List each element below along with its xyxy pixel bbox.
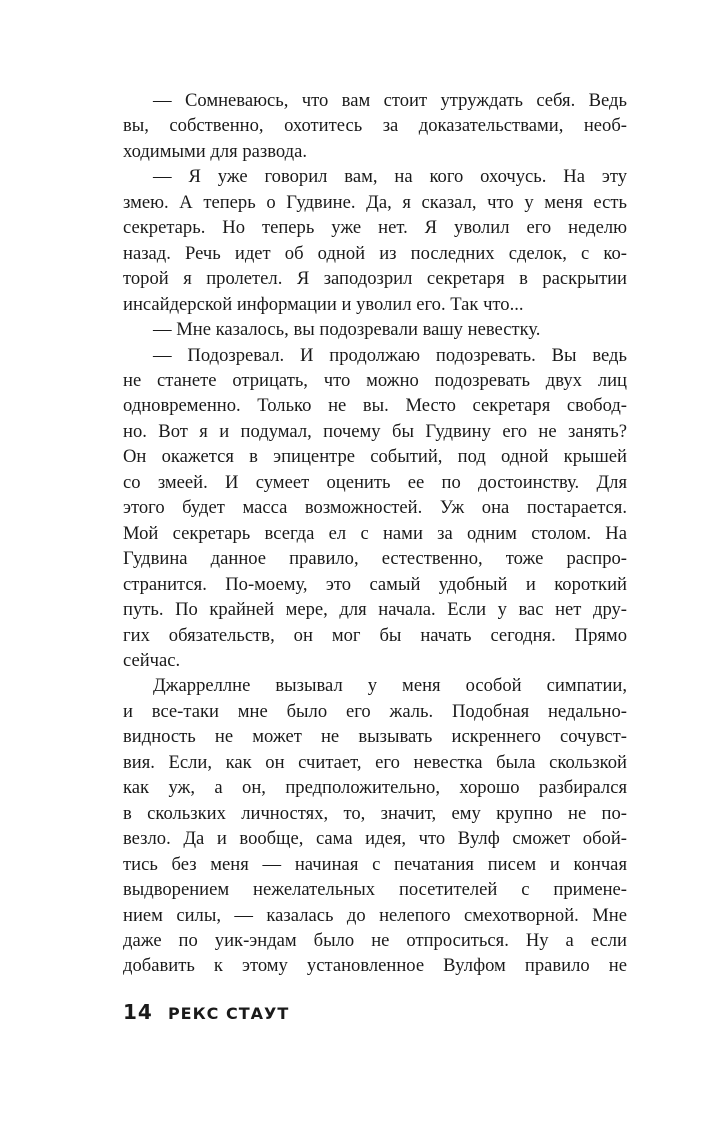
text-line: как уж, а он, предположительно, хорошо разбирался	[123, 777, 627, 799]
text-line: странится. По-моему, это самый удобный и короткий	[123, 573, 627, 595]
text-line: сейчас.	[123, 649, 181, 671]
text-line: добавить к этому установленное Вулфом правило не	[123, 955, 627, 977]
text-line: Мой секретарь всегда ел с нами за одним столом. На	[123, 522, 627, 544]
text-line: в скользких личностях, то, значит, ему крупно не по-	[123, 802, 627, 824]
text-line: инсайдерской информации и уволил его. Так что...	[123, 293, 524, 315]
page-footer	[123, 1000, 289, 1024]
text-line: видность не может не вызывать искреннего сочувст-	[123, 726, 627, 748]
text-line: и все-таки мне было его жаль. Подобная недально-	[123, 700, 627, 722]
text-line: торой я пролетел. Я заподозрил секретаря в раскрытии	[123, 268, 627, 290]
text-line: вы, собственно, охотитесь за доказательствами, необ-	[123, 115, 627, 137]
text-line: нием силы, — казалась до нелепого смехотворной. Мне	[123, 904, 627, 926]
text-line: — Мне казалось, вы подозревали вашу невестку.	[153, 319, 541, 341]
text-line: Джарреллне вызывал у меня особой симпатии,	[153, 675, 627, 697]
text-line: ходимыми для развода.	[123, 140, 307, 162]
text-line: — Сомневаюсь, что вам стоит утруждать себя. Ведь	[153, 90, 627, 111]
text-line: этого будет масса возможностей. Уж она постарается.	[123, 497, 627, 519]
text-line: Он окажется в эпицентре событий, под одной крышей	[123, 446, 627, 468]
text-line: — Подозревал. И продолжаю подозревать. Вы ведь	[153, 344, 627, 366]
text-line: тись без меня — начиная с печатания писем и кончая	[123, 853, 627, 875]
text-line: Гудвина данное правило, естественно, тоже распро-	[123, 548, 627, 570]
text-line: везло. Да и вообще, сама идея, что Вулф сможет обой-	[123, 828, 627, 850]
text-line: но. Вот я и подумал, почему бы Гудвину его не занять?	[123, 420, 627, 442]
text-line: змею. А теперь о Гудвине. Да, я сказал, что у меня есть	[123, 191, 627, 213]
text-line: не станете отрицать, что можно подозревать двух лиц	[123, 369, 627, 391]
page-number: 14	[123, 1000, 153, 1024]
text-line: выдворением нежелательных посетителей с примене-	[123, 879, 627, 901]
text-line: назад. Речь идет об одной из последних сделок, с ко-	[123, 242, 627, 264]
text-line: одновременно. Только не вы. Место секретаря свобод-	[123, 395, 627, 417]
text-line: — Я уже говорил вам, на кого охочусь. На эту	[153, 166, 627, 188]
text-line: даже по уик-эндам было не отпроситься. Ну а если	[123, 929, 627, 951]
text-line: секретарь. Но теперь уже нет. Я уволил его неделю	[123, 217, 627, 239]
text-line: вия. Если, как он считает, его невестка была скользкой	[123, 751, 627, 773]
text-line: гих обязательств, он мог бы начать сегодня. Прямо	[123, 624, 627, 646]
text-line: со змеей. И сумеет оценить ее по достоинству. Для	[123, 471, 627, 493]
running-head-author: РЕКС СТАУТ	[167, 1004, 290, 1023]
text-line: путь. По крайней мере, для начала. Если у вас нет дру-	[123, 599, 627, 621]
body-text	[123, 88, 627, 979]
